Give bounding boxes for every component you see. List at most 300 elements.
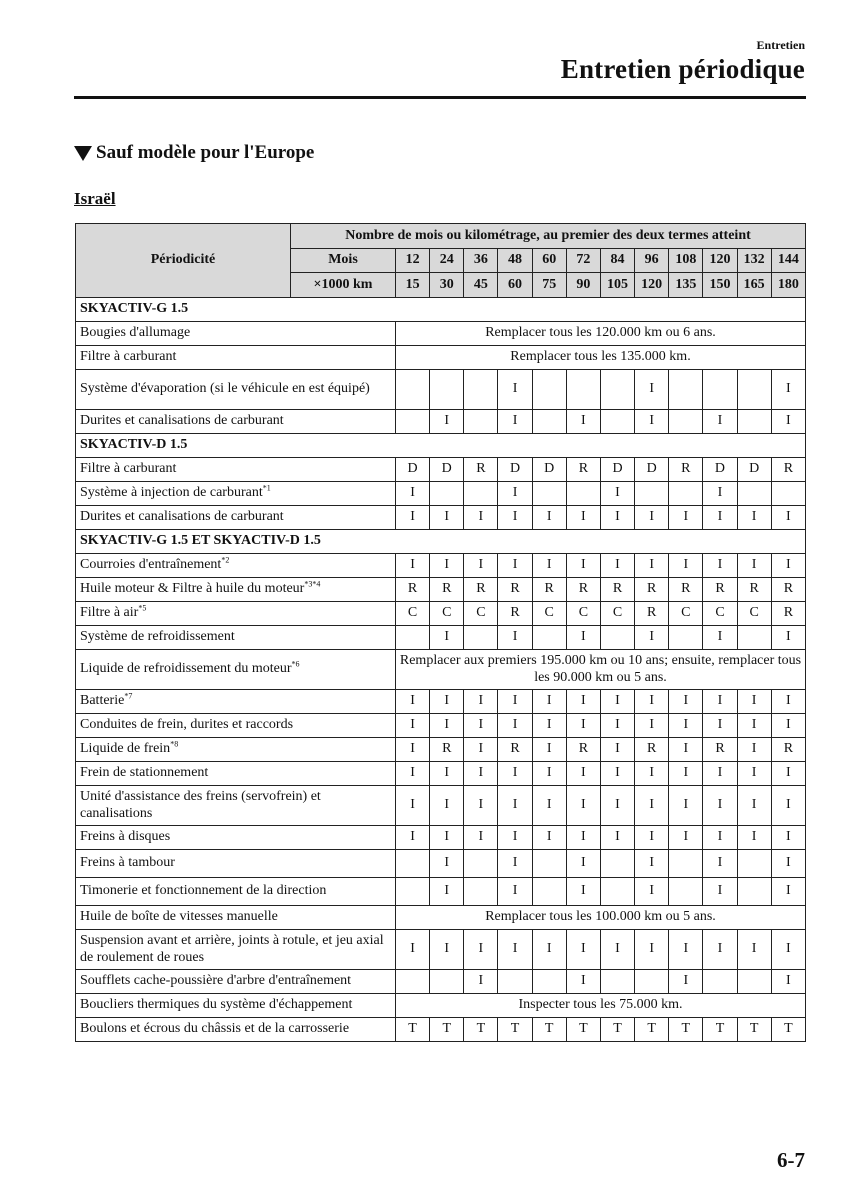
maintenance-item-label — [76, 906, 396, 930]
schedule-cell: I — [669, 554, 703, 578]
schedule-cell: I — [669, 930, 703, 970]
section-heading — [74, 142, 314, 164]
km-header: 45 — [464, 273, 498, 298]
schedule-cell: I — [737, 930, 771, 970]
schedule-cell: R — [566, 738, 600, 762]
schedule-cell: I — [703, 482, 737, 506]
schedule-cell — [737, 410, 771, 434]
schedule-cell: T — [703, 1018, 737, 1042]
schedule-cell: I — [703, 762, 737, 786]
schedule-cell: I — [771, 626, 805, 650]
table-row — [76, 650, 806, 690]
item-name: Unité d'assistance des freins (servofrein) et canalisations — [80, 789, 321, 821]
header-rule — [74, 96, 806, 99]
item-name: Liquide de refroidissement du moteur — [80, 661, 292, 677]
footnote-marker: *3*4 — [304, 579, 321, 589]
km-header: 135 — [669, 273, 703, 298]
schedule-cell: I — [396, 554, 430, 578]
schedule-cell — [669, 482, 703, 506]
table-row — [76, 994, 806, 1018]
schedule-cell: I — [532, 506, 566, 530]
item-name: Frein de stationnement — [80, 765, 209, 781]
schedule-cell: I — [635, 506, 669, 530]
maintenance-item-label — [76, 994, 396, 1018]
schedule-cell: I — [771, 786, 805, 826]
schedule-cell — [396, 410, 430, 434]
engine-section-label: SKYACTIV-G 1.5 ET SKYACTIV-D 1.5 — [76, 530, 806, 554]
schedule-cell — [464, 410, 498, 434]
schedule-cell: I — [498, 826, 532, 850]
schedule-cell: I — [430, 762, 464, 786]
schedule-cell: T — [635, 1018, 669, 1042]
schedule-cell: R — [771, 578, 805, 602]
schedule-cell: I — [669, 826, 703, 850]
schedule-cell: I — [566, 506, 600, 530]
schedule-cell: I — [703, 930, 737, 970]
km-header: 75 — [532, 273, 566, 298]
schedule-cell: I — [498, 878, 532, 906]
schedule-cell: I — [737, 786, 771, 826]
schedule-cell: I — [703, 626, 737, 650]
maintenance-item-label — [76, 346, 396, 370]
schedule-cell: I — [566, 786, 600, 826]
schedule-cell — [566, 482, 600, 506]
schedule-cell: I — [430, 878, 464, 906]
schedule-cell: I — [498, 506, 532, 530]
schedule-cell: I — [396, 826, 430, 850]
months-label: Mois — [291, 249, 396, 273]
schedule-cell — [396, 970, 430, 994]
schedule-cell: I — [464, 690, 498, 714]
schedule-cell — [464, 878, 498, 906]
table-row — [76, 762, 806, 786]
schedule-cell — [532, 970, 566, 994]
month-header: 132 — [737, 249, 771, 273]
schedule-cell: I — [532, 714, 566, 738]
schedule-cell: I — [498, 626, 532, 650]
table-row — [76, 554, 806, 578]
schedule-cell: C — [703, 602, 737, 626]
footnote-marker: *2 — [221, 555, 230, 565]
schedule-cell — [396, 626, 430, 650]
schedule-cell: I — [566, 850, 600, 878]
footnote-marker: *1 — [262, 483, 271, 493]
schedule-cell: C — [600, 602, 634, 626]
schedule-cell: R — [771, 458, 805, 482]
maintenance-item-label — [76, 602, 396, 626]
schedule-cell: I — [396, 762, 430, 786]
schedule-cell: R — [566, 578, 600, 602]
schedule-cell: R — [430, 578, 464, 602]
schedule-cell: D — [430, 458, 464, 482]
schedule-cell: T — [464, 1018, 498, 1042]
schedule-cell: I — [771, 554, 805, 578]
schedule-cell: I — [771, 970, 805, 994]
schedule-cell: I — [669, 690, 703, 714]
km-header: 30 — [430, 273, 464, 298]
month-header: 72 — [566, 249, 600, 273]
schedule-cell: I — [600, 826, 634, 850]
schedule-cell — [600, 850, 634, 878]
schedule-cell: I — [737, 826, 771, 850]
schedule-cell: I — [635, 762, 669, 786]
schedule-cell: D — [703, 458, 737, 482]
schedule-cell: I — [771, 930, 805, 970]
table-row — [76, 506, 806, 530]
schedule-cell — [737, 482, 771, 506]
schedule-cell — [669, 850, 703, 878]
item-name: Timonerie et fonctionnement de la direction — [80, 883, 327, 899]
item-name: Conduites de frein, durites et raccords — [80, 717, 294, 733]
table-row — [76, 578, 806, 602]
schedule-cell: I — [566, 762, 600, 786]
schedule-cell — [669, 878, 703, 906]
schedule-cell: I — [771, 506, 805, 530]
schedule-cell: I — [635, 370, 669, 410]
schedule-cell — [737, 626, 771, 650]
schedule-cell: I — [771, 762, 805, 786]
month-header: 96 — [635, 249, 669, 273]
maintenance-schedule-table — [75, 223, 806, 1042]
schedule-cell: I — [498, 482, 532, 506]
triangle-down-icon — [74, 146, 92, 161]
schedule-cell: I — [703, 690, 737, 714]
schedule-cell: I — [430, 506, 464, 530]
schedule-cell — [703, 970, 737, 994]
schedule-cell: R — [635, 602, 669, 626]
schedule-cell — [600, 410, 634, 434]
schedule-cell: I — [703, 410, 737, 434]
schedule-cell — [669, 410, 703, 434]
schedule-cell: I — [635, 850, 669, 878]
schedule-cell: I — [532, 762, 566, 786]
table-row — [76, 458, 806, 482]
schedule-cell: I — [669, 738, 703, 762]
item-name: Système de refroidissement — [80, 629, 235, 645]
item-name: Système d'évaporation (si le véhicule en est équipé) — [80, 381, 370, 397]
schedule-cell: T — [600, 1018, 634, 1042]
engine-section-label: SKYACTIV-G 1.5 — [76, 298, 806, 322]
maintenance-item-label — [76, 482, 396, 506]
schedule-cell — [532, 626, 566, 650]
schedule-cell: C — [566, 602, 600, 626]
schedule-cell — [635, 970, 669, 994]
schedule-cell: I — [430, 826, 464, 850]
schedule-cell: I — [600, 930, 634, 970]
schedule-cell: I — [430, 690, 464, 714]
table-row — [76, 930, 806, 970]
schedule-cell — [498, 970, 532, 994]
schedule-cell: I — [498, 690, 532, 714]
schedule-cell — [600, 970, 634, 994]
schedule-cell: I — [600, 554, 634, 578]
item-name: Durites et canalisations de carburant — [80, 413, 284, 429]
month-header: 60 — [532, 249, 566, 273]
schedule-cell: R — [498, 602, 532, 626]
footnote-marker: *6 — [291, 659, 300, 669]
schedule-cell: I — [566, 826, 600, 850]
item-name: Suspension avant et arrière, joints à rotule, et jeu axial de roulement de roues — [80, 933, 384, 965]
schedule-cell — [669, 370, 703, 410]
schedule-cell: I — [703, 826, 737, 850]
country-heading: Israël — [74, 189, 116, 208]
schedule-cell: I — [464, 714, 498, 738]
schedule-cell: I — [464, 738, 498, 762]
schedule-cell: I — [635, 690, 669, 714]
engine-section-row — [76, 298, 806, 322]
schedule-cell — [396, 370, 430, 410]
schedule-cell: I — [600, 482, 634, 506]
km-label: ×1000 km — [291, 273, 396, 298]
schedule-cell: I — [498, 930, 532, 970]
schedule-cell: R — [498, 738, 532, 762]
table-row — [76, 738, 806, 762]
maintenance-item-label — [76, 370, 396, 410]
interval-note: Remplacer tous les 120.000 km ou 6 ans. — [396, 322, 806, 346]
item-name: Batterie — [80, 693, 125, 709]
table-row — [76, 322, 806, 346]
maintenance-item-label — [76, 650, 396, 690]
item-name: Filtre à carburant — [80, 461, 177, 477]
schedule-cell: I — [464, 786, 498, 826]
schedule-cell: I — [566, 714, 600, 738]
schedule-cell: I — [669, 786, 703, 826]
schedule-cell: I — [464, 762, 498, 786]
schedule-cell: I — [396, 482, 430, 506]
schedule-cell: R — [600, 578, 634, 602]
schedule-cell: I — [430, 554, 464, 578]
schedule-cell: D — [532, 458, 566, 482]
schedule-cell: I — [600, 786, 634, 826]
schedule-cell — [737, 970, 771, 994]
schedule-cell: I — [532, 930, 566, 970]
maintenance-item-label — [76, 826, 396, 850]
schedule-cell: I — [737, 506, 771, 530]
schedule-cell: T — [566, 1018, 600, 1042]
schedule-cell — [464, 370, 498, 410]
interval-note: Inspecter tous les 75.000 km. — [396, 994, 806, 1018]
schedule-cell — [396, 878, 430, 906]
schedule-cell: I — [635, 930, 669, 970]
schedule-cell: I — [703, 786, 737, 826]
schedule-cell: I — [635, 714, 669, 738]
schedule-cell: T — [396, 1018, 430, 1042]
schedule-cell: I — [635, 410, 669, 434]
schedule-cell: I — [737, 714, 771, 738]
schedule-cell: T — [532, 1018, 566, 1042]
schedule-cell: I — [430, 786, 464, 826]
maintenance-item-label — [76, 850, 396, 878]
schedule-cell — [600, 878, 634, 906]
schedule-cell: I — [396, 506, 430, 530]
schedule-cell: I — [566, 554, 600, 578]
schedule-cell: D — [600, 458, 634, 482]
footnote-marker: *8 — [170, 739, 179, 749]
schedule-cell: R — [532, 578, 566, 602]
month-header: 108 — [669, 249, 703, 273]
schedule-cell: R — [771, 602, 805, 626]
schedule-cell: I — [396, 738, 430, 762]
schedule-cell: R — [669, 578, 703, 602]
schedule-cell: I — [396, 690, 430, 714]
schedule-cell: C — [737, 602, 771, 626]
engine-section-row — [76, 530, 806, 554]
schedule-cell: T — [737, 1018, 771, 1042]
schedule-cell: I — [771, 850, 805, 878]
schedule-cell: D — [737, 458, 771, 482]
table-row — [76, 346, 806, 370]
table-row — [76, 970, 806, 994]
schedule-cell: I — [566, 690, 600, 714]
schedule-cell: I — [498, 714, 532, 738]
schedule-cell — [532, 850, 566, 878]
schedule-cell: I — [771, 370, 805, 410]
schedule-cell: I — [600, 506, 634, 530]
schedule-cell: I — [430, 850, 464, 878]
schedule-cell: I — [635, 826, 669, 850]
maintenance-item-label — [76, 786, 396, 826]
engine-section-row — [76, 434, 806, 458]
schedule-cell: T — [430, 1018, 464, 1042]
schedule-cell — [737, 850, 771, 878]
schedule-cell: D — [396, 458, 430, 482]
page-number: 6-7 — [777, 1148, 805, 1172]
schedule-cell: I — [532, 690, 566, 714]
schedule-cell: I — [532, 738, 566, 762]
schedule-cell — [430, 482, 464, 506]
schedule-cell: R — [703, 578, 737, 602]
table-row — [76, 370, 806, 410]
schedule-cell — [532, 878, 566, 906]
schedule-cell: I — [566, 410, 600, 434]
schedule-cell: I — [498, 370, 532, 410]
maintenance-item-label — [76, 410, 396, 434]
schedule-cell: I — [498, 850, 532, 878]
table-row — [76, 826, 806, 850]
maintenance-item-label — [76, 930, 396, 970]
schedule-cell — [737, 878, 771, 906]
maintenance-item-label — [76, 458, 396, 482]
schedule-cell: I — [669, 762, 703, 786]
schedule-cell: I — [430, 626, 464, 650]
schedule-cell: I — [771, 410, 805, 434]
schedule-cell — [396, 850, 430, 878]
schedule-cell — [600, 370, 634, 410]
schedule-cell: T — [498, 1018, 532, 1042]
schedule-cell: I — [430, 930, 464, 970]
schedule-cell: R — [430, 738, 464, 762]
schedule-cell: R — [703, 738, 737, 762]
schedule-cell: I — [600, 714, 634, 738]
schedule-cell: I — [498, 410, 532, 434]
maintenance-item-label — [76, 1018, 396, 1042]
item-name: Soufflets cache-poussière d'arbre d'entraînement — [80, 973, 352, 989]
maintenance-item-label — [76, 714, 396, 738]
schedule-cell: R — [771, 738, 805, 762]
km-header: 105 — [600, 273, 634, 298]
maintenance-item-label — [76, 762, 396, 786]
schedule-cell: I — [635, 878, 669, 906]
schedule-cell: R — [737, 578, 771, 602]
schedule-cell: I — [703, 506, 737, 530]
table-row — [76, 602, 806, 626]
schedule-cell: I — [532, 786, 566, 826]
schedule-cell — [737, 370, 771, 410]
schedule-cell: I — [566, 970, 600, 994]
maintenance-item-label — [76, 626, 396, 650]
table-row — [76, 1018, 806, 1042]
schedule-cell: I — [669, 970, 703, 994]
schedule-cell: I — [532, 554, 566, 578]
running-header-title: Entretien périodique — [560, 54, 805, 84]
schedule-cell: I — [464, 930, 498, 970]
item-name: Huile de boîte de vitesses manuelle — [80, 909, 278, 925]
table-row — [76, 410, 806, 434]
item-name: Courroies d'entraînement — [80, 557, 222, 573]
item-name: Durites et canalisations de carburant — [80, 509, 284, 525]
maintenance-item-label — [76, 690, 396, 714]
schedule-cell: I — [396, 714, 430, 738]
schedule-cell: I — [396, 786, 430, 826]
periodicity-header: Périodicité — [76, 224, 291, 298]
schedule-cell: I — [669, 714, 703, 738]
schedule-cell: I — [464, 506, 498, 530]
schedule-cell: R — [396, 578, 430, 602]
schedule-cell: R — [464, 578, 498, 602]
schedule-cell: R — [635, 738, 669, 762]
schedule-cell: I — [498, 762, 532, 786]
item-name: Boucliers thermiques du système d'échappement — [80, 997, 353, 1013]
schedule-cell: I — [635, 786, 669, 826]
schedule-cell — [600, 626, 634, 650]
maintenance-item-label — [76, 878, 396, 906]
schedule-cell: I — [703, 850, 737, 878]
schedule-cell — [635, 482, 669, 506]
schedule-cell: I — [464, 554, 498, 578]
interval-note: Remplacer tous les 135.000 km. — [396, 346, 806, 370]
schedule-cell — [532, 370, 566, 410]
schedule-cell: I — [464, 970, 498, 994]
schedule-cell: I — [737, 738, 771, 762]
schedule-cell: I — [430, 410, 464, 434]
item-name: Liquide de frein — [80, 741, 171, 757]
schedule-cell: T — [669, 1018, 703, 1042]
maintenance-item-label — [76, 506, 396, 530]
maintenance-item-label — [76, 322, 396, 346]
table-row — [76, 850, 806, 878]
schedule-cell: R — [566, 458, 600, 482]
maintenance-item-label — [76, 554, 396, 578]
schedule-cell — [566, 370, 600, 410]
schedule-cell — [430, 370, 464, 410]
schedule-cell — [464, 626, 498, 650]
schedule-cell: I — [771, 826, 805, 850]
schedule-cell: I — [430, 714, 464, 738]
schedule-cell: D — [498, 458, 532, 482]
maintenance-item-label — [76, 970, 396, 994]
item-name: Filtre à carburant — [80, 349, 177, 365]
month-header: 120 — [703, 249, 737, 273]
schedule-cell — [771, 482, 805, 506]
month-header: 48 — [498, 249, 532, 273]
footnote-marker: *5 — [138, 603, 147, 613]
schedule-cell: I — [703, 554, 737, 578]
schedule-cell: C — [430, 602, 464, 626]
schedule-cell: I — [771, 714, 805, 738]
schedule-cell: I — [771, 690, 805, 714]
km-header: 150 — [703, 273, 737, 298]
km-header: 120 — [635, 273, 669, 298]
